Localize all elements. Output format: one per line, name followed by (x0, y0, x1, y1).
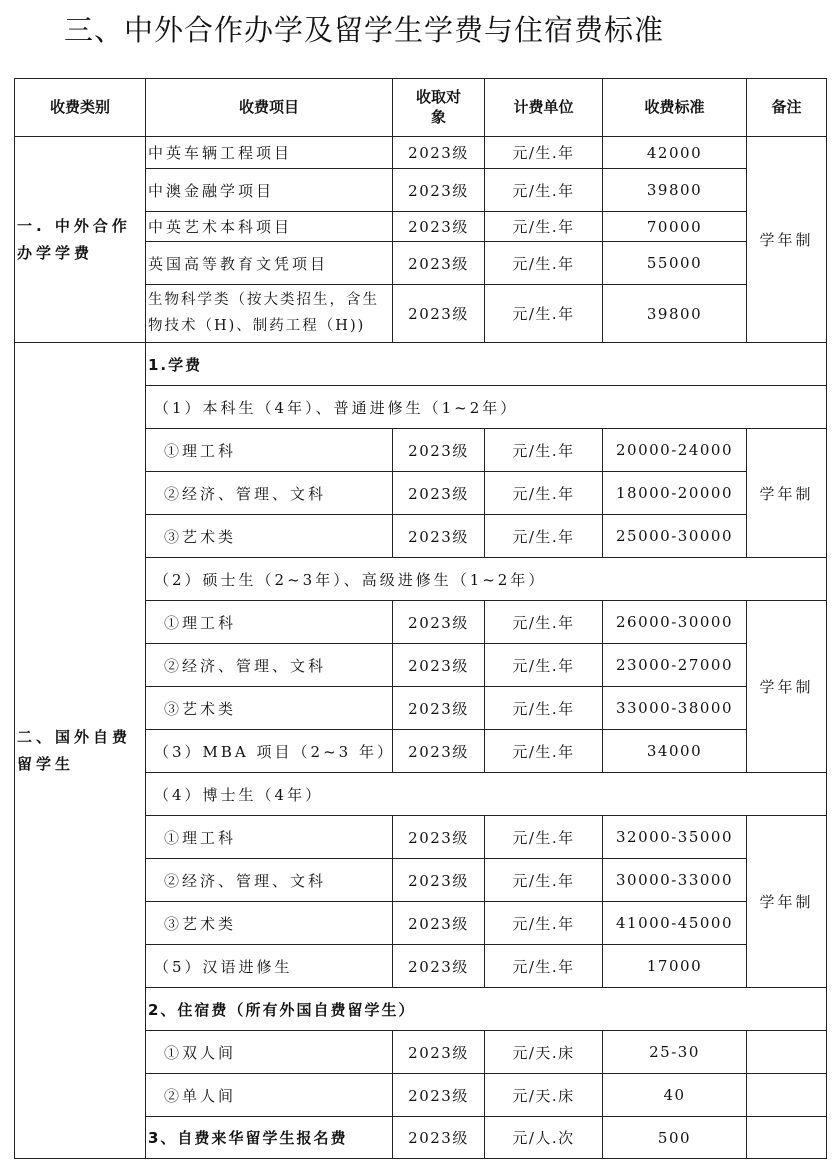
target-cell: 2023级 (393, 169, 485, 212)
target-cell: 2023级 (393, 242, 485, 285)
unit-cell: 元/生.年 (485, 472, 603, 515)
standard-cell: 20000-24000 (603, 429, 747, 472)
unit-cell: 元/生.年 (485, 169, 603, 212)
subheading-housing: 2、住宿费（所有外国自费留学生） (146, 988, 827, 1031)
standard-cell: 500 (603, 1117, 747, 1159)
header-category: 收费类别 (15, 79, 146, 137)
standard-cell: 30000-33000 (603, 859, 747, 902)
target-cell: 2023级 (393, 137, 485, 169)
category-cell: 二、国外自费留学生 (15, 343, 146, 1159)
note-cell: 学年制 (747, 137, 827, 343)
unit-cell: 元/生.年 (485, 859, 603, 902)
item-cell: ③艺术类 (146, 687, 393, 730)
target-cell: 2023级 (393, 285, 485, 343)
item-cell: ②经济、管理、文科 (146, 472, 393, 515)
unit-cell: 元/生.年 (485, 515, 603, 558)
header-standard: 收费标准 (603, 79, 747, 137)
unit-cell: 元/生.年 (485, 687, 603, 730)
item-cell: 中澳金融学项目 (146, 169, 393, 212)
target-cell: 2023级 (393, 212, 485, 242)
page-title: 三、中外合作办学及留学生学费与住宿费标准 (64, 13, 665, 47)
unit-cell: 元/生.年 (485, 730, 603, 773)
item-cell: ①理工科 (146, 816, 393, 859)
subheading-undergrad: （1）本科生（4年）、普通进修生（1~2年） (146, 386, 827, 429)
subheading-master: （2）硕士生（2~3年）、高级进修生（1~2年） (146, 558, 827, 601)
header-target: 收取对象 (393, 79, 485, 137)
standard-cell: 55000 (603, 242, 747, 285)
item-cell: ①双人间 (146, 1031, 393, 1074)
item-cell: 英国高等教育文凭项目 (146, 242, 393, 285)
target-cell: 2023级 (393, 1117, 485, 1159)
target-cell: 2023级 (393, 601, 485, 644)
target-cell: 2023级 (393, 859, 485, 902)
category-cell: 一. 中外合作办学学费 (15, 137, 146, 343)
table-row (15, 343, 827, 386)
header-item: 收费项目 (146, 79, 393, 137)
subheading-doctor: （4）博士生（4年） (146, 773, 827, 816)
target-cell: 2023级 (393, 429, 485, 472)
item-cell: ①理工科 (146, 601, 393, 644)
target-cell: 2023级 (393, 644, 485, 687)
item-cell: （3）MBA 项目（2~3 年） (146, 730, 393, 773)
fee-table (14, 78, 827, 1159)
standard-cell: 70000 (603, 212, 747, 242)
unit-cell: 元/天.床 (485, 1031, 603, 1074)
header-unit: 计费单位 (485, 79, 603, 137)
standard-cell: 33000-38000 (603, 687, 747, 730)
unit-cell: 元/生.年 (485, 945, 603, 988)
target-cell: 2023级 (393, 816, 485, 859)
standard-cell: 17000 (603, 945, 747, 988)
target-cell: 2023级 (393, 687, 485, 730)
item-cell: 3、自费来华留学生报名费 (146, 1117, 393, 1159)
standard-cell: 40 (603, 1074, 747, 1117)
note-cell: 学年制 (747, 429, 827, 558)
target-cell: 2023级 (393, 1074, 485, 1117)
unit-cell: 元/生.年 (485, 429, 603, 472)
table-header-row (15, 79, 827, 137)
unit-cell: 元/人.次 (485, 1117, 603, 1159)
standard-cell: 34000 (603, 730, 747, 773)
item-cell: ②经济、管理、文科 (146, 644, 393, 687)
standard-cell: 39800 (603, 169, 747, 212)
header-note: 备注 (747, 79, 827, 137)
unit-cell: 元/生.年 (485, 644, 603, 687)
target-cell: 2023级 (393, 472, 485, 515)
target-cell: 2023级 (393, 730, 485, 773)
target-cell: 2023级 (393, 902, 485, 945)
unit-cell: 元/生.年 (485, 816, 603, 859)
standard-cell: 26000-30000 (603, 601, 747, 644)
item-cell: ①理工科 (146, 429, 393, 472)
unit-cell: 元/天.床 (485, 1074, 603, 1117)
note-cell (747, 1031, 827, 1074)
standard-cell: 32000-35000 (603, 816, 747, 859)
standard-cell: 23000-27000 (603, 644, 747, 687)
standard-cell: 39800 (603, 285, 747, 343)
note-cell: 学年制 (747, 816, 827, 988)
item-cell: ③艺术类 (146, 902, 393, 945)
note-cell (747, 1074, 827, 1117)
target-cell: 2023级 (393, 515, 485, 558)
standard-cell: 25000-30000 (603, 515, 747, 558)
standard-cell: 41000-45000 (603, 902, 747, 945)
item-cell: ②经济、管理、文科 (146, 859, 393, 902)
unit-cell: 元/生.年 (485, 601, 603, 644)
unit-cell: 元/生.年 (485, 137, 603, 169)
table-row (15, 137, 827, 169)
standard-cell: 25-30 (603, 1031, 747, 1074)
item-cell: ③艺术类 (146, 515, 393, 558)
unit-cell: 元/生.年 (485, 212, 603, 242)
subheading-tuition: 1.学费 (146, 343, 827, 386)
unit-cell: 元/生.年 (485, 902, 603, 945)
unit-cell: 元/生.年 (485, 242, 603, 285)
target-cell: 2023级 (393, 945, 485, 988)
note-cell (747, 1117, 827, 1159)
item-cell: 中英车辆工程项目 (146, 137, 393, 169)
item-cell: ②单人间 (146, 1074, 393, 1117)
unit-cell: 元/生.年 (485, 285, 603, 343)
target-cell: 2023级 (393, 1031, 485, 1074)
item-cell: 中英艺术本科项目 (146, 212, 393, 242)
note-cell: 学年制 (747, 601, 827, 773)
item-cell: （5）汉语进修生 (146, 945, 393, 988)
standard-cell: 42000 (603, 137, 747, 169)
item-cell: 生物科学类（按大类招生，含生物技术（H)、制药工程（H)) (146, 285, 393, 343)
standard-cell: 18000-20000 (603, 472, 747, 515)
